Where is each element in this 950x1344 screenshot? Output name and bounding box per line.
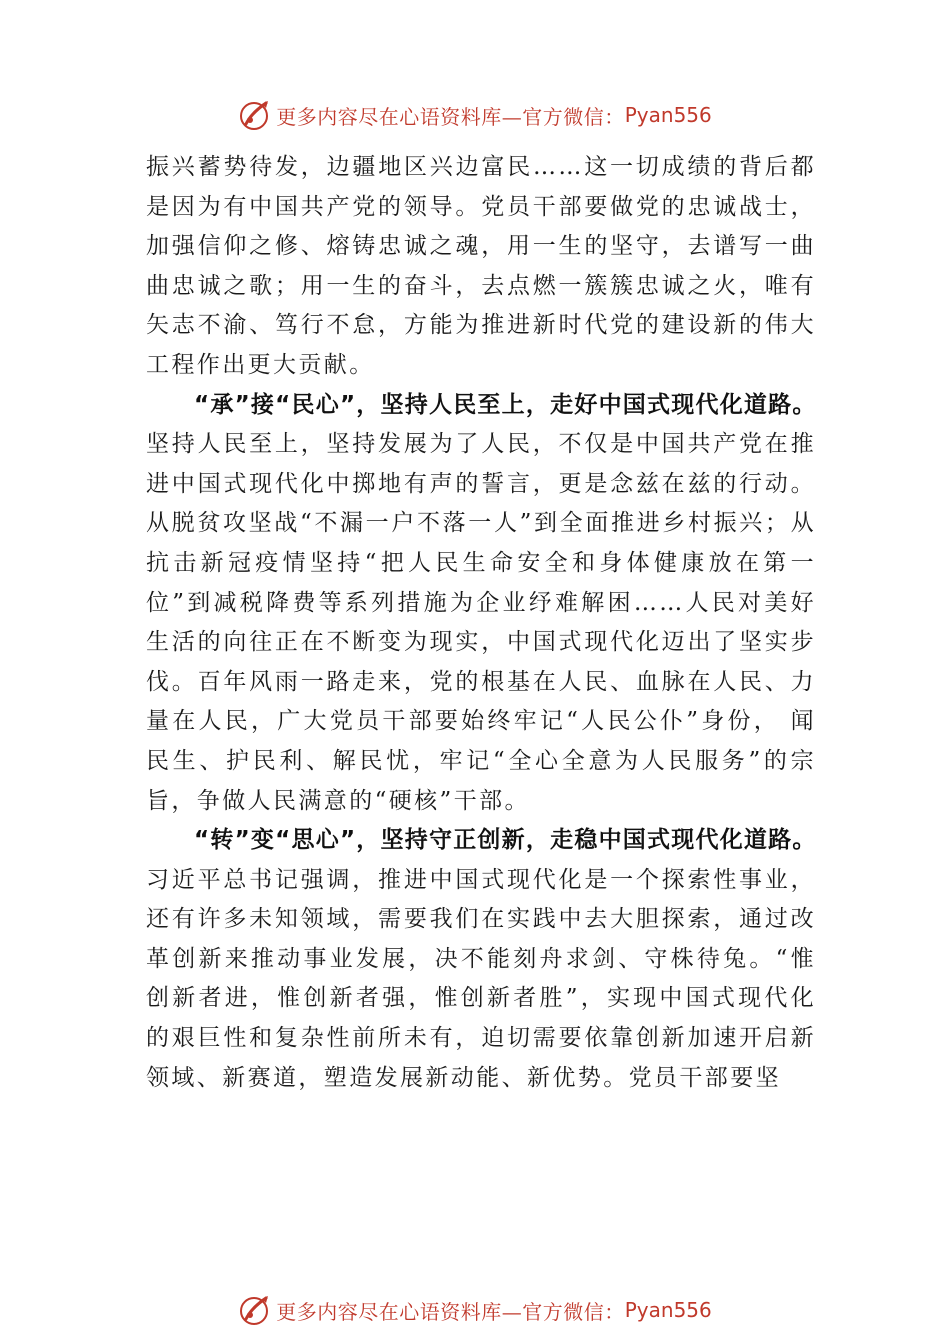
paragraph-3-body: 习近平总书记强调，推进中国式现代化是一个探索性事业，还有许多未知领域，需要我们在实践中去大胆探索，通过改革创新来推动事业发展，决不能刻舟求剑、守株待兔。“惟创新者进，惟创新者强，惟创新者胜”，实现中国式现代化的艰巨性和复杂性前所未有，迫切需要依靠创新加速开启新领域、新赛道，塑造发展新动能、新优势。党员干部要坚 xyxy=(146,866,816,1091)
banner-wechat-handle: Pyan556 xyxy=(624,1298,712,1322)
banner-wechat-handle: Pyan556 xyxy=(624,103,712,127)
paragraph-3 xyxy=(146,821,816,1098)
banner-text: 更多内容尽在心语资料库—官方微信： xyxy=(276,104,625,129)
paragraph-2 xyxy=(146,386,816,822)
paragraph-2-heading: “承”接“民心”，坚持人民至上，走好中国式现代化道路。 xyxy=(194,391,816,418)
paragraph-1 xyxy=(146,148,816,386)
paragraph-2-body: 坚持人民至上，坚持发展为了人民，不仅是中国共产党在推进中国式现代化中掷地有声的誓言，更是念兹在兹的行动。从脱贫攻坚战“不漏一户不落一人”到全面推进乡村振兴；从抗击新冠疫情坚持“把人民生命安全和身体健康放在第一位”到减税降费等系列措施为企业纾难解困……人民对美好生活的向往正在不断变为现实，中国式现代化迈出了坚实步伐。百年风雨一路走来，党的根基在人民、血脉在人民、力量在人民，广大党员干部要始终牢记“人民公仆”身份， 闻民生、护民利、解民忧，牢记“全心全意为人民服务”的宗旨，争做人民满意的“硬核”干部。 xyxy=(146,431,816,814)
paragraph-3-heading: “转”变“思心”，坚持守正创新，走稳中国式现代化道路。 xyxy=(194,827,816,854)
brush-logo-icon xyxy=(238,1293,272,1327)
footer-banner xyxy=(0,1290,950,1330)
banner-text: 更多内容尽在心语资料库—官方微信： xyxy=(276,1299,625,1324)
paragraph-1-body: 振兴蓄势待发，边疆地区兴边富民……这一切成绩的背后都是因为有中国共产党的领导。党员干部要做党的忠诚战士， 加强信仰之修、熔铸忠诚之魂，用一生的坚守，去谱写一曲曲忠诚之歌；用一生的奋斗，去点燃一簇簇忠诚之火，唯有矢志不渝、笃行不怠，方能为推进新时代党的建设新的伟大工程作出更大贡献。 xyxy=(146,154,816,378)
document-body xyxy=(146,148,816,1098)
header-banner xyxy=(0,95,950,135)
brush-logo-icon xyxy=(238,98,272,132)
